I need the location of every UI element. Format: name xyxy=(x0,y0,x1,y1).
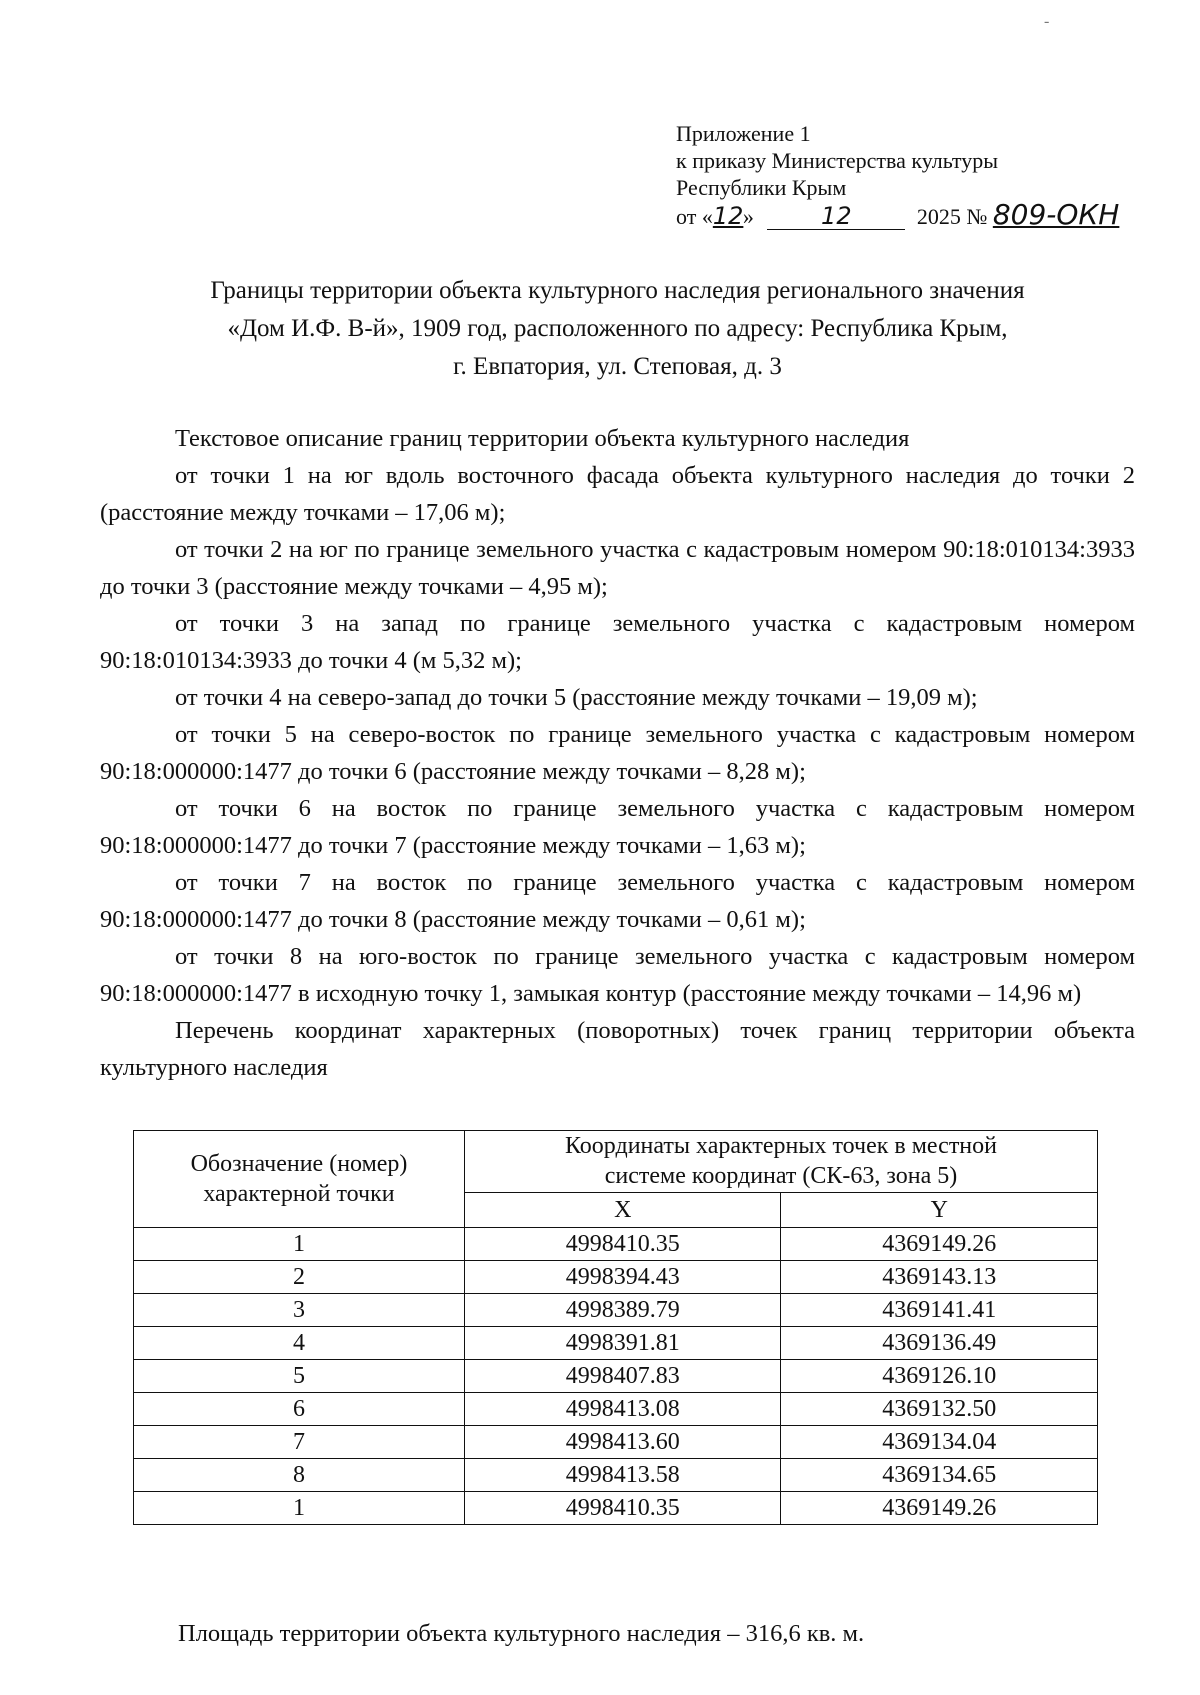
cell-y: 4369149.26 xyxy=(781,1228,1098,1261)
table-row xyxy=(134,1261,1098,1294)
cell-y: 4369126.10 xyxy=(781,1360,1098,1393)
cell-x: 4998394.43 xyxy=(465,1261,781,1294)
appendix-title: Приложение 1 xyxy=(676,121,811,146)
cell-x: 4998413.08 xyxy=(465,1393,781,1426)
coordinates-table xyxy=(133,1130,1098,1525)
table-row xyxy=(134,1393,1098,1426)
table-row xyxy=(134,1426,1098,1459)
header-point-name-line2: характерной точки xyxy=(203,1181,395,1207)
cell-y: 4369132.50 xyxy=(781,1393,1098,1426)
cell-y: 4369134.65 xyxy=(781,1459,1098,1492)
appendix-date-line xyxy=(676,198,1120,231)
handwritten-month: 12 xyxy=(767,203,905,230)
title-line-2: «Дом И.Ф. В-й», 1909 год, расположенного по адресу: Республика Крым, xyxy=(227,315,1008,342)
cell-y: 4369149.26 xyxy=(781,1492,1098,1525)
description-paragraph: от точки 8 на юго-восток по границе земельного участка с кадастровым номером 90:18:000000:1477 в исходную точку 1, замыкая контур (расстояние между точками – 14,96 м) xyxy=(100,943,1135,1007)
cell-x: 4998413.58 xyxy=(465,1459,781,1492)
cell-point: 4 xyxy=(134,1327,465,1360)
title-line-3: г. Евпатория, ул. Степовая, д. 3 xyxy=(453,353,782,380)
date-prefix: от « xyxy=(676,204,713,229)
header-coordinates xyxy=(465,1131,1098,1193)
cell-x: 4998407.83 xyxy=(465,1360,781,1393)
cell-x: 4998389.79 xyxy=(465,1294,781,1327)
table-row xyxy=(134,1459,1098,1492)
cell-point: 8 xyxy=(134,1459,465,1492)
cell-point: 1 xyxy=(134,1228,465,1261)
cell-point: 1 xyxy=(134,1492,465,1525)
description-heading: Текстовое описание границ территории объекта культурного наследия xyxy=(175,425,910,452)
cell-point: 5 xyxy=(134,1360,465,1393)
header-point-name-line1: Обозначение (номер) xyxy=(190,1151,408,1177)
description-paragraph: от точки 4 на северо-запад до точки 5 (расстояние между точками – 19,09 м); xyxy=(175,684,978,711)
table-row xyxy=(134,1327,1098,1360)
table-row xyxy=(134,1492,1098,1525)
cell-point: 6 xyxy=(134,1393,465,1426)
handwritten-order-number: 809-ОКН xyxy=(992,198,1120,231)
description-paragraph: от точки 3 на запад по границе земельного участка с кадастровым номером 90:18:010134:3933 до точки 4 (м 5,32 м); xyxy=(100,610,1135,674)
description-paragraph: от точки 2 на юг по границе земельного участка с кадастровым номером 90:18:010134:3933 до точки 3 (расстояние между точками – 4,95 м); xyxy=(100,536,1135,600)
table-row xyxy=(134,1294,1098,1327)
header-y: Y xyxy=(781,1192,1098,1227)
description-paragraph: от точки 1 на юг вдоль восточного фасада объекта культурного наследия до точки 2 (расстояние между точками – 17,06 м); xyxy=(100,462,1135,526)
date-year-number-label: 2025 № xyxy=(916,204,988,229)
cell-point: 7 xyxy=(134,1426,465,1459)
corner-mark: - xyxy=(1044,13,1050,30)
document-title xyxy=(100,272,1135,386)
appendix-block xyxy=(676,120,1119,230)
table-row xyxy=(134,1360,1098,1393)
cell-y: 4369143.13 xyxy=(781,1261,1098,1294)
appendix-region: Республики Крым xyxy=(676,175,847,200)
cell-x: 4998391.81 xyxy=(465,1327,781,1360)
cell-x: 4998413.60 xyxy=(465,1426,781,1459)
description-paragraph: от точки 5 на северо-восток по границе земельного участка с кадастровым номером 90:18:000000:1477 до точки 6 (расстояние между точками – 8,28 м); xyxy=(100,721,1135,785)
header-point-name xyxy=(134,1131,465,1228)
cell-x: 4998410.35 xyxy=(465,1492,781,1525)
date-quote-close: » xyxy=(742,204,754,229)
cell-y: 4369141.41 xyxy=(781,1294,1098,1327)
description-paragraph: от точки 6 на восток по границе земельного участка с кадастровым номером 90:18:000000:1477 до точки 7 (расстояние между точками – 1,63 м); xyxy=(100,795,1135,859)
header-coordinates-line1: Координаты характерных точек в местной xyxy=(564,1133,997,1160)
header-x: X xyxy=(465,1192,781,1227)
cell-point: 2 xyxy=(134,1261,465,1294)
table-row xyxy=(134,1228,1098,1261)
handwritten-day: 12 xyxy=(712,202,744,230)
cell-y: 4369134.04 xyxy=(781,1426,1098,1459)
boundary-description xyxy=(100,420,1135,1086)
description-paragraph: от точки 7 на восток по границе земельного участка с кадастровым номером 90:18:000000:1477 до точки 8 (расстояние между точками – 0,61 м); xyxy=(100,869,1135,933)
cell-point: 3 xyxy=(134,1294,465,1327)
area-statement: Площадь территории объекта культурного наследия – 316,6 кв. м. xyxy=(178,1620,865,1647)
header-coordinates-line2: системе координат (СК-63, зона 5) xyxy=(604,1163,958,1190)
cell-x: 4998410.35 xyxy=(465,1228,781,1261)
appendix-order-ref: к приказу Министерства культуры xyxy=(676,148,999,173)
coordinates-list-heading: Перечень координат характерных (поворотных) точек границ территории объекта культурного наследия xyxy=(100,1017,1135,1081)
cell-y: 4369136.49 xyxy=(781,1327,1098,1360)
title-line-1: Границы территории объекта культурного наследия регионального значения xyxy=(210,277,1025,304)
